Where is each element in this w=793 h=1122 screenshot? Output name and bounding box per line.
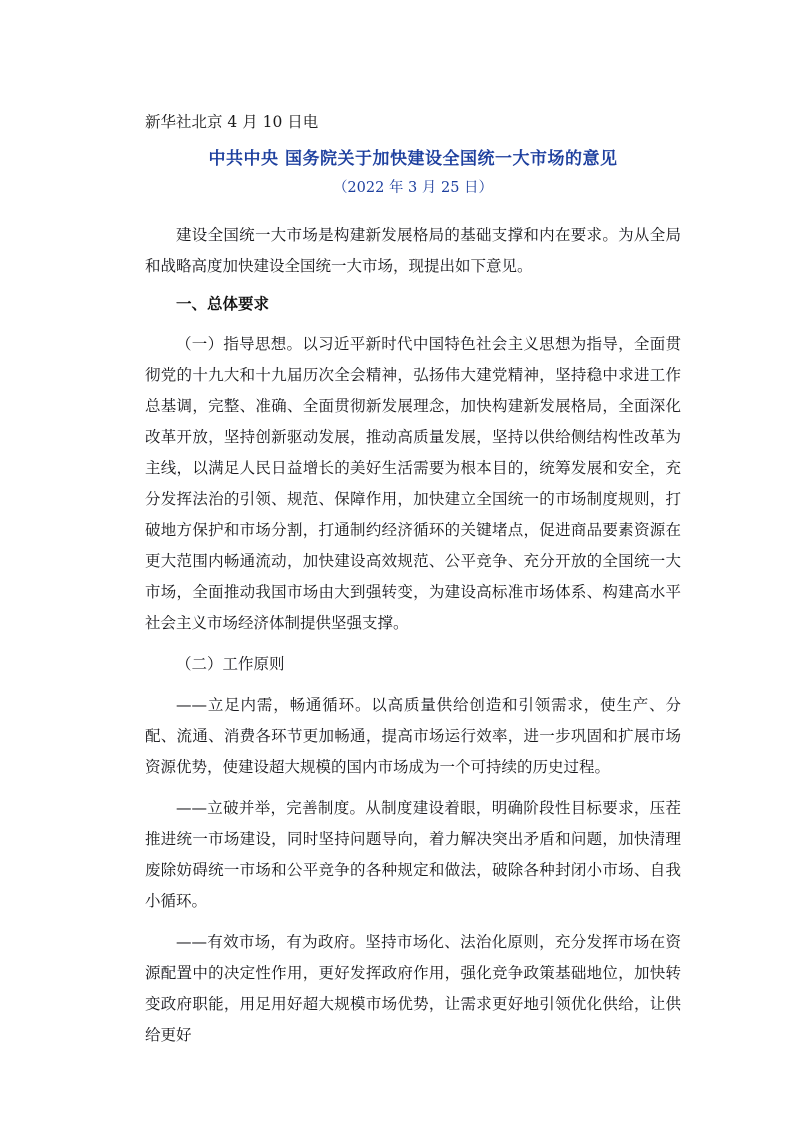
paragraph-principle-2: ——立破并举，完善制度。从制度建设着眼，明确阶段性目标要求，压茬推进统一市场建设，同时坚持问题导向，着力解决突出矛盾和问题，加快清理废除妨碍统一市场和公平竞争的各种规定和做法，破除各种封闭小市场、自我小循环。 xyxy=(145,799,681,911)
paragraph-work-principles: （二）工作原则 xyxy=(176,655,285,674)
paragraph-principle-1: ——立足内需，畅通循环。以高质量供给创造和引领需求，使生产、分配、流通、消费各环节更加畅通，提高市场运行效率，进一步巩固和扩展市场资源优势，使建设超大规模的国内市场成为一个可持续的历史过程。 xyxy=(145,696,681,777)
paragraph-guiding-thought: （一）指导思想。以习近平新时代中国特色社会主义思想为指导，全面贯彻党的十九大和十九届历次全会精神，弘扬伟大建党精神，坚持稳中求进工作总基调，完整、准确、全面贯彻新发展理念，加快构建新发展格局，全面深化改革开放，坚持创新驱动发展，推动高质量发展，坚持以供给侧结构性改革为主线，以满足人民日益增长的美好生活需要为根本目的，统筹发展和安全，充分发挥法治的引领、规范、保障作用，加快建立全国统一的市场制度规则，打破地方保护和市场分割，打通制约经济循环的关键堵点，促进商品要素资源在更大范围内畅通流动，加快建设高效规范、公平竞争、充分开放的全国统一大市场，全面推动我国市场由大到强转变，为建设高标准市场体系、构建高水平社会主义市场经济体制提供坚强支撑。 xyxy=(145,335,681,633)
document-date: （2022 年 3 月 25 日） xyxy=(332,180,494,197)
dateline: 新华社北京 4 月 10 日电 xyxy=(145,113,319,131)
section-heading-1: 一、总体要求 xyxy=(176,294,270,314)
paragraph-principle-3: ——有效市场，有为政府。坚持市场化、法治化原则，充分发挥市场在资源配置中的决定性作用，更好发挥政府作用，强化竞争政策基础地位，加快转变政府职能，用足用好超大规模市场优势，让需求更好地引领优化供给，让供给更好 xyxy=(145,933,681,1045)
paragraph-intro: 建设全国统一大市场是构建新发展格局的基础支撑和内在要求。为从全局和战略高度加快建设全国统一大市场，现提出如下意见。 xyxy=(145,226,681,276)
page-title: 中共中央 国务院关于加快建设全国统一大市场的意见 xyxy=(208,148,618,169)
